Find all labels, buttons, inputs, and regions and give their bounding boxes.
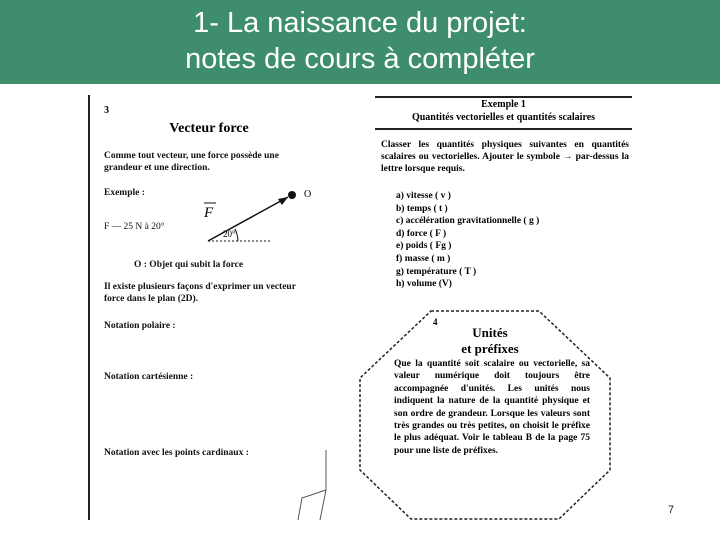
- object-caption: O : Objet qui subit la force: [134, 260, 244, 270]
- list-item: d) force ( F ): [396, 228, 447, 239]
- vector-arrowhead: [278, 197, 288, 205]
- point-o-dot: [288, 191, 296, 199]
- list-item: e) poids ( Fg ): [396, 241, 452, 252]
- left-notes-page: [88, 95, 328, 520]
- example-box-title: Exemple 1: [481, 99, 526, 110]
- classer-instruction: Classer les quantités physiques suivantes en quantités scalaires ou vectorielles. Ajouter le symbole → par-dessus la lettre lorsque requis.: [381, 140, 629, 174]
- octagon-title-line1: Unités: [472, 325, 508, 340]
- point-o-label: O: [304, 189, 312, 200]
- force-vector-diagram: [120, 187, 320, 247]
- octagon-title: [440, 325, 540, 357]
- slide-title: [0, 0, 720, 84]
- octagon-title-line2: et préfixes: [461, 341, 519, 356]
- angle-label: 20°: [223, 229, 236, 239]
- quantities-list: [396, 190, 539, 291]
- vector-force-heading: Vecteur force: [169, 121, 249, 136]
- list-item: b) temps ( t ): [396, 203, 448, 214]
- slide-title-line2: notes de cours à compléter: [185, 43, 535, 75]
- page-curl: [290, 450, 330, 520]
- ways-text: Il existe plusieurs façons d'exprimer un vecteur force dans le plan (2D).: [104, 282, 296, 304]
- notation-polaire-label: Notation polaire :: [104, 321, 176, 331]
- list-item: c) accélération gravitationnelle ( g ): [396, 216, 540, 227]
- vector-symbol: F: [204, 205, 214, 221]
- slide-number: 7: [668, 504, 675, 516]
- octagon-number: 4: [433, 317, 438, 327]
- list-item: g) température ( T ): [396, 266, 477, 277]
- example-box-subtitle: Quantités vectorielles et quantités scalaires: [411, 112, 596, 123]
- example-box: [375, 96, 632, 130]
- notation-cardinaux-label: Notation avec les points cardinaux :: [104, 448, 249, 458]
- list-item: a) vitesse ( v ): [396, 191, 451, 201]
- octagon-text: Que la quantité soit scalaire ou vectorielle, sa valeur numérique doit toujours être accompagnée d'unités. Les unités nous indiquent la nature de la quantité physique et son ordre de grandeur. Lorsque les valeurs sont très grandes ou très petites, on choisit le préfixe le plus adéquat. Voir le tableau B de la page 75 pour une liste de préfixes.: [394, 359, 590, 456]
- page-number: 3: [104, 105, 109, 116]
- notation-cartesienne-label: Notation cartésienne :: [104, 372, 194, 382]
- example-label: Exemple :: [104, 188, 145, 198]
- vector-arrow-line: [208, 197, 288, 241]
- list-item: h) volume (V): [396, 279, 452, 290]
- intro-text: Comme tout vecteur, une force possède une grandeur et une direction.: [104, 151, 279, 173]
- vector-value: F — 25 N à 20°: [104, 222, 165, 232]
- list-item: f) masse ( m ): [396, 253, 451, 264]
- slide-title-line1: 1- La naissance du projet:: [193, 7, 527, 39]
